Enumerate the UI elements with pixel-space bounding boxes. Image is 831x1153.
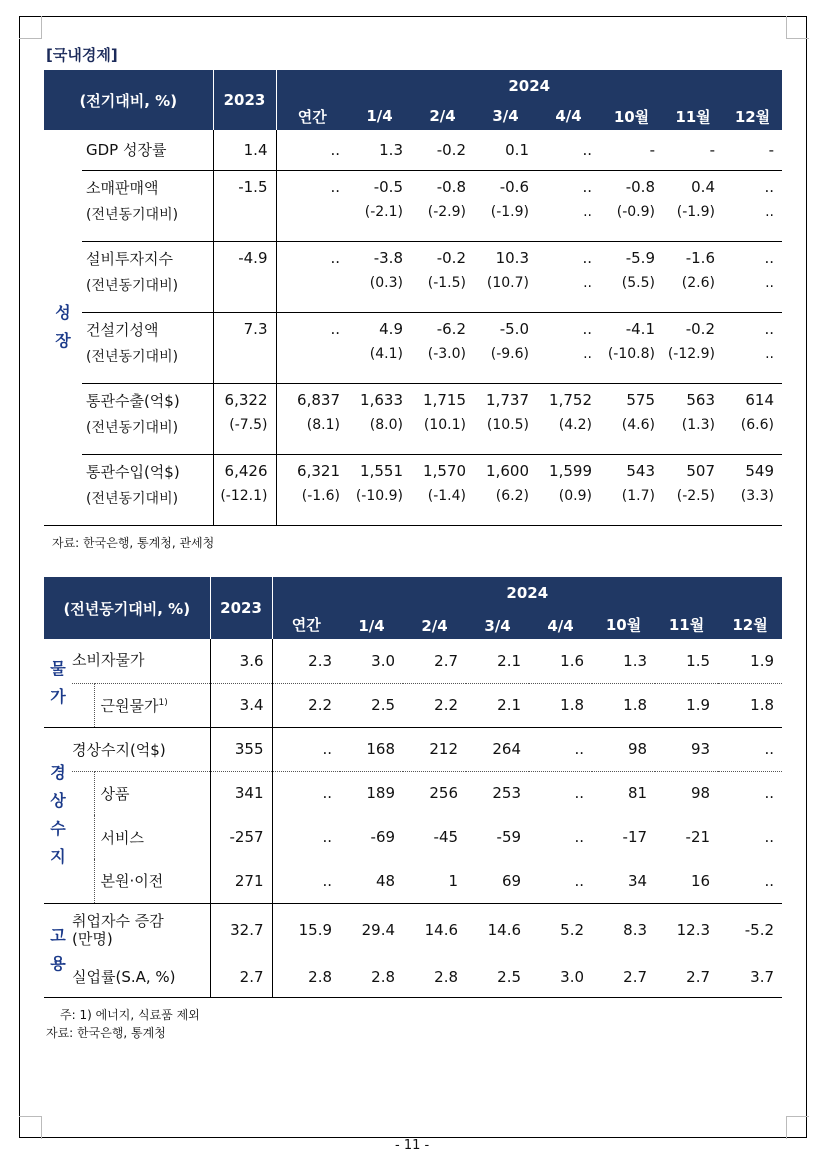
t2-cell: 1.8 <box>718 683 782 727</box>
t2-cell: 2.2 <box>272 683 340 727</box>
t1-subrow <box>44 275 782 312</box>
t1-cell: .. <box>764 320 774 339</box>
t1-subcell-2023 <box>213 204 276 241</box>
t2-cell-2023: 271 <box>210 859 272 903</box>
t1-subcol-4: 4/4 <box>555 107 582 125</box>
t2-row-label <box>72 957 210 997</box>
t2-cell: 1.8 <box>592 683 655 727</box>
t1-cell: 1,737 <box>486 391 529 410</box>
t2-cell: -45 <box>433 828 459 846</box>
t2-indent <box>72 771 94 815</box>
t1-cell: .. <box>276 170 348 204</box>
growth-table <box>44 70 782 526</box>
t2-cell: 2.5 <box>340 683 403 727</box>
t1-cell: 1,600 <box>486 462 529 481</box>
t1-subrow <box>44 488 782 525</box>
t2-cell: 2.1 <box>466 683 529 727</box>
t1-subcell: (-1.9) <box>663 204 723 241</box>
t1-cell: .. <box>276 312 348 346</box>
t1-subcell: (1.3) <box>663 417 723 454</box>
t1-subrow-label: (전년동기대비) <box>82 488 213 525</box>
t2-cell: .. <box>574 828 585 846</box>
t1-subcell: (-2.1) <box>348 204 411 241</box>
t1-subcol-5: 10월 <box>613 107 650 126</box>
t1-cell: 614 <box>745 391 774 410</box>
crop-mark-br <box>786 1116 809 1139</box>
t2-cell: 48 <box>340 859 403 903</box>
t1-cell: 1,715 <box>423 391 466 410</box>
t1-cell: 549 <box>745 462 774 481</box>
t2-row-label-text: 취업자수 증감 (만명) <box>72 911 164 949</box>
t2-cell: 253 <box>492 784 522 803</box>
t1-subcell: (-2.9) <box>411 204 474 241</box>
t1-subcell <box>276 275 348 312</box>
t1-subcell: (-1.9) <box>474 204 537 241</box>
t2-col-2023: 2023 <box>210 577 272 639</box>
t2-row-label-text: 서비스 <box>100 828 144 847</box>
t1-cell: -0.8 <box>436 178 466 197</box>
t1-row <box>44 383 782 417</box>
t1-subcell-2023 <box>213 346 276 383</box>
t2-cell: 2.8 <box>340 957 403 997</box>
t2-cell: 2.7 <box>655 957 718 997</box>
t1-row <box>44 454 782 488</box>
t1-cell-2023: 7.3 <box>213 312 276 346</box>
t2-cell: 15.9 <box>272 903 340 957</box>
t2-cell: 81 <box>627 784 648 803</box>
t1-cell: .. <box>764 178 774 197</box>
t1-cell: -0.5 <box>373 178 403 197</box>
t2-cell: 2.2 <box>403 683 466 727</box>
t1-subcell: .. <box>537 346 600 383</box>
t1-cell: 4.9 <box>379 320 403 339</box>
t2-col-2024: 2024 <box>272 577 782 609</box>
t1-cell: -5.9 <box>625 249 655 268</box>
t1-cell: 6,837 <box>276 383 348 417</box>
t1-subcell: (4.1) <box>348 346 411 383</box>
t1-subcell <box>276 346 348 383</box>
t1-cell: -0.6 <box>499 178 529 197</box>
t2-cell: .. <box>718 727 782 771</box>
t1-subcell: (5.5) <box>600 275 663 312</box>
t1-subcol-2: 2/4 <box>429 107 456 125</box>
t1-cell: 6,321 <box>276 454 348 488</box>
t1-unit-header: (전기대비, %) <box>79 91 178 110</box>
crop-mark-tl <box>19 16 42 39</box>
t2-cell: 3.0 <box>340 639 403 683</box>
t1-cell-2023: -1.5 <box>213 170 276 204</box>
t2-cell: -69 <box>370 828 396 846</box>
t1-row-label: 통관수출(억$) <box>86 391 180 410</box>
t2-row-label-text: 본원·이전 <box>100 872 164 891</box>
t2-subcol-1: 1/4 <box>358 617 385 635</box>
t2-unit-header: (전년동기대비, %) <box>63 599 191 618</box>
t2-side-employment: 고 용 <box>44 903 72 997</box>
t1-subrow <box>44 204 782 241</box>
t2-indent <box>72 815 94 859</box>
t2-cell: 2.8 <box>272 957 340 997</box>
t2-cell: 34 <box>592 859 655 903</box>
t1-subcell: (-10.9) <box>348 488 411 525</box>
t2-row-label <box>72 727 210 771</box>
t1-subcell: .. <box>537 275 600 312</box>
t2-cell: 3.7 <box>718 957 782 997</box>
t1-row-label: 설비투자지수 <box>86 249 173 268</box>
t2-cell: .. <box>764 828 775 846</box>
t1-cell-2023: -4.9 <box>213 241 276 275</box>
t2-cell: .. <box>272 859 340 903</box>
t1-cell: 10.3 <box>495 249 529 268</box>
t1-subcell: (8.1) <box>276 417 348 454</box>
t1-cell: -4.1 <box>625 320 655 339</box>
t1-cell: -6.2 <box>436 320 466 339</box>
t2-cell: 98 <box>690 784 711 803</box>
t2-row-label-text: 소비자물가 <box>72 651 145 670</box>
t1-cell: 507 <box>686 462 715 481</box>
t2-row <box>44 639 782 683</box>
t1-subcell: (-2.5) <box>663 488 723 525</box>
t1-cell: .. <box>276 241 348 275</box>
t1-subcell: (2.6) <box>663 275 723 312</box>
t2-cell: .. <box>764 784 775 803</box>
t2-cell: -59 <box>496 828 522 846</box>
t2-cell: 189 <box>366 784 396 803</box>
t1-row <box>44 312 782 346</box>
t2-cell: 212 <box>403 727 466 771</box>
t2-cell: 1.3 <box>592 639 655 683</box>
t2-cell: 14.6 <box>487 921 522 940</box>
t1-subcell: (10.7) <box>474 275 537 312</box>
t2-cell: 2.7 <box>592 957 655 997</box>
t1-cell: 1.3 <box>348 130 411 170</box>
t1-cell: .. <box>582 178 592 197</box>
t2-cell: 168 <box>340 727 403 771</box>
t2-row-label-text: 실업률(S.A, %) <box>72 968 176 987</box>
t1-cell: .. <box>582 249 592 268</box>
t1-subcell: .. <box>723 275 782 312</box>
t2-cell-2023: 341 <box>210 771 272 815</box>
t2-cell: 2.1 <box>466 639 529 683</box>
t1-subcell: (-12.9) <box>663 346 723 383</box>
t2-row-label-text: 근원물가 <box>100 696 159 715</box>
t2-cell: 1 <box>403 859 466 903</box>
t1-row-label: 통관수입(억$) <box>86 462 180 481</box>
t1-cell: -0.2 <box>436 249 466 268</box>
t2-note: 주: 1) 에너지, 식료품 제외 <box>60 1008 200 1022</box>
t2-cell: 5.2 <box>560 921 585 940</box>
t1-cell: -5.0 <box>499 320 529 339</box>
t2-cell: 1.9 <box>718 639 782 683</box>
t2-cell: 2.3 <box>272 639 340 683</box>
t2-cell: 12.3 <box>676 921 711 940</box>
t2-cell: 1.6 <box>529 639 592 683</box>
t1-subrow-label: (전년동기대비) <box>82 346 213 383</box>
t1-subcell: (1.7) <box>600 488 663 525</box>
t2-row-label <box>72 903 210 957</box>
t1-subrow-label: (전년동기대비) <box>82 275 213 312</box>
t2-cell: .. <box>272 815 340 859</box>
t1-subrow-label: (전년동기대비) <box>82 204 213 241</box>
t1-cell: 1,633 <box>360 391 403 410</box>
t1-cell: .. <box>764 249 774 268</box>
price-current-employment-table <box>44 577 782 998</box>
t1-subcell: (-9.6) <box>474 346 537 383</box>
t1-cell: 1,752 <box>549 391 592 410</box>
t1-subcell: (10.1) <box>411 417 474 454</box>
t1-cell: -0.2 <box>685 320 715 339</box>
t2-cell-2023: 32.7 <box>210 903 272 957</box>
t2-cell-2023: -257 <box>210 815 272 859</box>
t1-cell-2023: 6,426 <box>213 454 276 488</box>
t2-cell: 98 <box>592 727 655 771</box>
t2-subcol-3: 3/4 <box>484 617 511 635</box>
t2-indent <box>72 683 94 727</box>
t2-cell: 69 <box>466 859 529 903</box>
t2-footnote-mark: 1) <box>158 697 168 708</box>
t1-subcell: .. <box>723 346 782 383</box>
t2-row <box>44 859 782 903</box>
t1-subcell: .. <box>723 204 782 241</box>
t1-cell: - <box>723 130 782 170</box>
t2-cell: .. <box>272 727 340 771</box>
t1-subcell: (6.6) <box>723 417 782 454</box>
t2-row <box>44 957 782 997</box>
t1-subcell: (-10.8) <box>600 346 663 383</box>
t1-side-label: 성 장 <box>44 130 82 525</box>
t1-cell: - <box>600 130 663 170</box>
t1-subcell: (0.3) <box>348 275 411 312</box>
t2-row-label-text: 경상수지(억$) <box>72 740 166 759</box>
t2-indent <box>72 859 94 903</box>
t1-row-label: 건설기성액 <box>86 320 159 339</box>
t1-cell: .. <box>582 320 592 339</box>
t1-cell: - <box>663 130 723 170</box>
t1-cell: -0.8 <box>625 178 655 197</box>
t2-cell: 264 <box>466 727 529 771</box>
t2-cell: 2.7 <box>403 639 466 683</box>
t2-subcol-7: 12월 <box>732 616 768 634</box>
t2-cell: -21 <box>685 828 711 846</box>
t2-subcol-6: 11월 <box>668 616 705 634</box>
t2-cell: -5.2 <box>744 921 775 940</box>
t1-subcell-2023 <box>213 275 276 312</box>
t1-subcell: (10.5) <box>474 417 537 454</box>
t1-cell: 543 <box>626 462 655 481</box>
t2-cell-2023: 3.4 <box>210 683 272 727</box>
t2-source: 자료: 한국은행, 통계청 <box>46 1026 166 1040</box>
t1-subcell: .. <box>537 204 600 241</box>
t2-subcol-2: 2/4 <box>421 617 448 635</box>
t1-cell: -0.2 <box>411 130 474 170</box>
t1-subcell: (8.0) <box>348 417 411 454</box>
t1-subcell: (6.2) <box>474 488 537 525</box>
t1-source: 자료: 한국은행, 통계청, 관세청 <box>52 536 215 550</box>
t1-row <box>44 130 782 170</box>
t2-cell: .. <box>574 784 585 803</box>
t2-subcol-4: 4/4 <box>547 617 574 635</box>
t1-subcell: (-3.0) <box>411 346 474 383</box>
t1-subcol-1: 1/4 <box>366 107 393 125</box>
t2-row-label-text: 상품 <box>100 784 130 803</box>
t2-cell: 1.8 <box>529 683 592 727</box>
t1-subrow-label: (전년동기대비) <box>82 417 213 454</box>
t2-cell: 93 <box>655 727 718 771</box>
t2-row-label <box>94 859 210 903</box>
t1-cell: -1.6 <box>685 249 715 268</box>
t2-subcol-5: 10월 <box>605 616 642 634</box>
t2-row <box>44 903 782 957</box>
t2-row <box>44 771 782 815</box>
t1-cell: 575 <box>626 391 655 410</box>
t1-subcol-0: 연간 <box>276 102 348 130</box>
t2-row <box>44 683 782 727</box>
t1-subrow <box>44 417 782 454</box>
t1-cell-2023: 6,322 <box>213 383 276 417</box>
t1-cell: 563 <box>686 391 715 410</box>
t2-cell-2023: 355 <box>210 727 272 771</box>
t1-cell: 1,551 <box>360 462 403 481</box>
t2-cell: 14.6 <box>424 921 459 940</box>
t2-row <box>44 727 782 771</box>
t2-cell: 1.5 <box>655 639 718 683</box>
t2-side-current: 경 상 수 지 <box>44 727 72 903</box>
t1-subcell-2023: (-7.5) <box>213 417 276 454</box>
t2-cell-2023: 3.6 <box>210 639 272 683</box>
t1-row <box>44 241 782 275</box>
t1-col-2024: 2024 <box>276 70 782 102</box>
t2-cell: 1.9 <box>655 683 718 727</box>
t2-cell: 256 <box>429 784 459 803</box>
t2-cell: 8.3 <box>623 921 648 940</box>
t2-cell: 2.5 <box>466 957 529 997</box>
t2-subcol-0: 연간 <box>272 609 340 639</box>
t2-row-label <box>94 771 210 815</box>
t1-cell: 0.4 <box>691 178 715 197</box>
t2-cell: .. <box>272 771 340 815</box>
t1-subcell: (-1.4) <box>411 488 474 525</box>
t2-cell: 29.4 <box>361 921 396 940</box>
t2-cell: 2.8 <box>403 957 466 997</box>
t1-cell: 1,599 <box>549 462 592 481</box>
t2-cell: -17 <box>622 828 648 846</box>
t1-subcell: (0.9) <box>537 488 600 525</box>
t2-row-label <box>72 639 210 683</box>
t1-subcol-7: 12월 <box>734 107 771 126</box>
t1-cell-2023: 1.4 <box>213 130 276 170</box>
t2-cell: .. <box>718 859 782 903</box>
t2-row-label <box>94 683 210 727</box>
t1-subcell: (4.2) <box>537 417 600 454</box>
t1-cell: 1,570 <box>423 462 466 481</box>
t2-cell-2023: 2.7 <box>210 957 272 997</box>
t2-cell: 16 <box>655 859 718 903</box>
t2-cell: .. <box>529 727 592 771</box>
t2-cell: .. <box>529 859 592 903</box>
section-title: [국내경제] <box>46 46 118 64</box>
t1-cell: .. <box>276 130 348 170</box>
t1-cell: .. <box>537 130 600 170</box>
t1-cell: -3.8 <box>373 249 403 268</box>
t1-row <box>44 170 782 204</box>
t1-subcell: (4.6) <box>600 417 663 454</box>
page-number: - 11 - <box>395 1138 430 1153</box>
t2-row-label <box>94 815 210 859</box>
t1-subcell: (-1.5) <box>411 275 474 312</box>
t1-subcell <box>276 204 348 241</box>
t2-side-price: 물 가 <box>44 639 72 727</box>
t1-subcell: (-0.9) <box>600 204 663 241</box>
t1-col-2023: 2023 <box>213 70 276 130</box>
t2-cell: 3.0 <box>529 957 592 997</box>
t1-subcol-3: 3/4 <box>492 107 519 125</box>
t1-subrow <box>44 346 782 383</box>
t1-subcell: (-1.6) <box>276 488 348 525</box>
crop-mark-bl <box>19 1116 42 1139</box>
t1-row-label: 소매판매액 <box>86 178 159 197</box>
crop-mark-tr <box>786 16 809 39</box>
t1-subcol-6: 11월 <box>675 107 711 126</box>
t1-row-label: GDP 성장률 <box>82 130 213 170</box>
t1-subcell: (3.3) <box>723 488 782 525</box>
t1-cell: 0.1 <box>474 130 537 170</box>
t1-subcell-2023: (-12.1) <box>213 488 276 525</box>
t2-row <box>44 815 782 859</box>
